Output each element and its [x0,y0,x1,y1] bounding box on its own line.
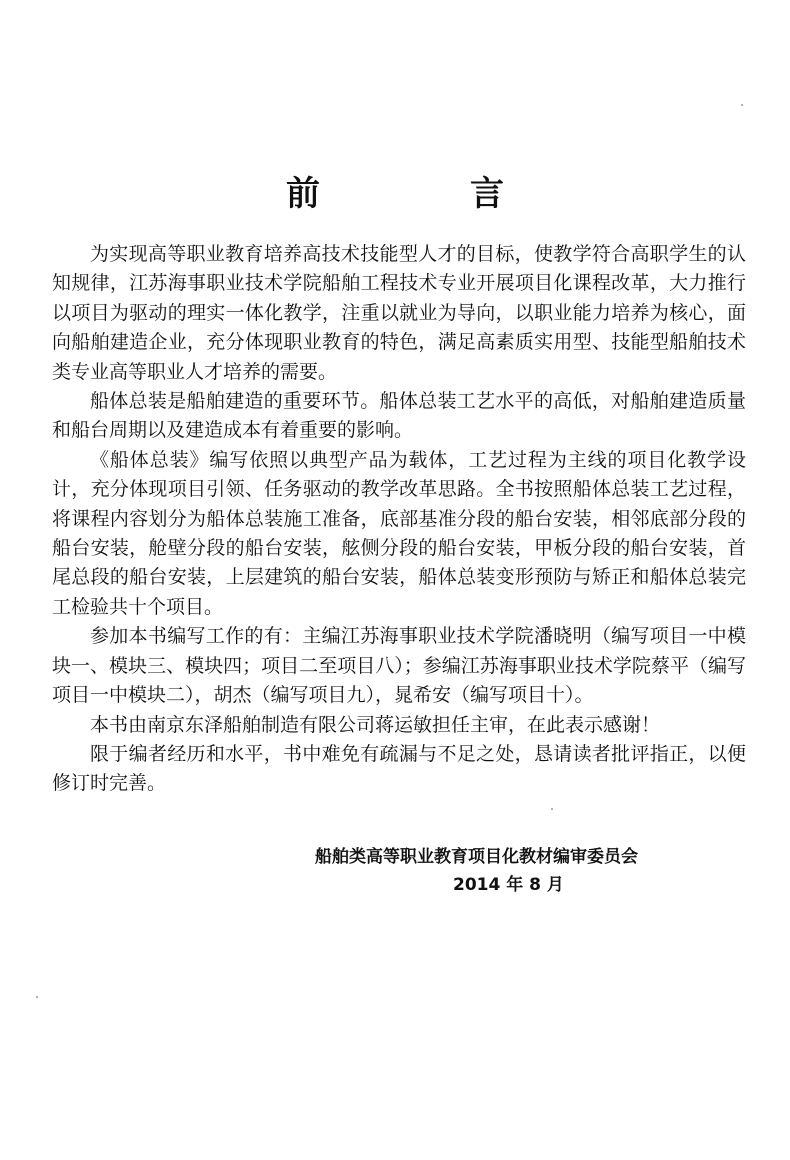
paragraph-disclaimer: 限于编者经历和水平，书中难免有疏漏与不足之处，恳请读者批评指正，以便修订时完善。 [52,742,746,795]
scan-speck [551,808,553,810]
paragraph-goal: 为实现高等职业教育培养高技术技能型人才的目标，使教学符合高职学生的认知规律，江苏海事职业技术学院船舶工程技术专业开展项目化课程改革，大力推行以项目为驱动的理实一体化教学，注重以就业为导向，以职业能力培养为核心，面向船舶建造企业，充分体现职业教育的特色，满足高素质实用型、技能型船舶技术类专业高等职业人才培养的需要。 [52,243,746,383]
page-title: 前 言 [286,174,562,214]
paragraph-acknowledgement: 本书由南京东泽船舶制造有限公司蒋运敏担任主审，在此表示感谢！ [90,713,661,736]
paragraph-importance: 船体总装是船舶建造的重要环节。船体总装工艺水平的高低，对船舶建造质量和船台周期以及建造成本有着重要的影响。 [52,390,746,442]
signature-organization: 船舶类高等职业教育项目化教材编审委员会 [315,847,638,867]
paragraph-authors: 参加本书编写工作的有：主编江苏海事职业技术学院潘晓明（编写项目一中模块一、模块三、模块四；项目二至项目八）；参编江苏海事职业技术学院蔡平（编写项目一中模块二），胡杰（编写项目九），晁希安（编写项目十）。 [52,625,746,707]
preface-body [52,240,746,799]
paragraph-structure: 《船体总装》编写依照以典型产品为载体，工艺过程为主线的项目化教学设计，充分体现项目引领、任务驱动的教学改革思路。全书按照船体总装工艺过程，将课程内容划分为船体总装施工准备，底部基准分段的船台安装，相邻底部分段的船台安装，舱壁分段的船台安装，舷侧分段的船台安装，甲板分段的船台安装，首尾总段的船台安装，上层建筑的船台安装，船体总装变形预防与矫正和船体总装完工检验共十个项目。 [52,448,746,618]
scan-speck [36,996,38,998]
scan-speck [741,104,743,106]
signature-date: 2014 年 8 月 [453,875,564,895]
